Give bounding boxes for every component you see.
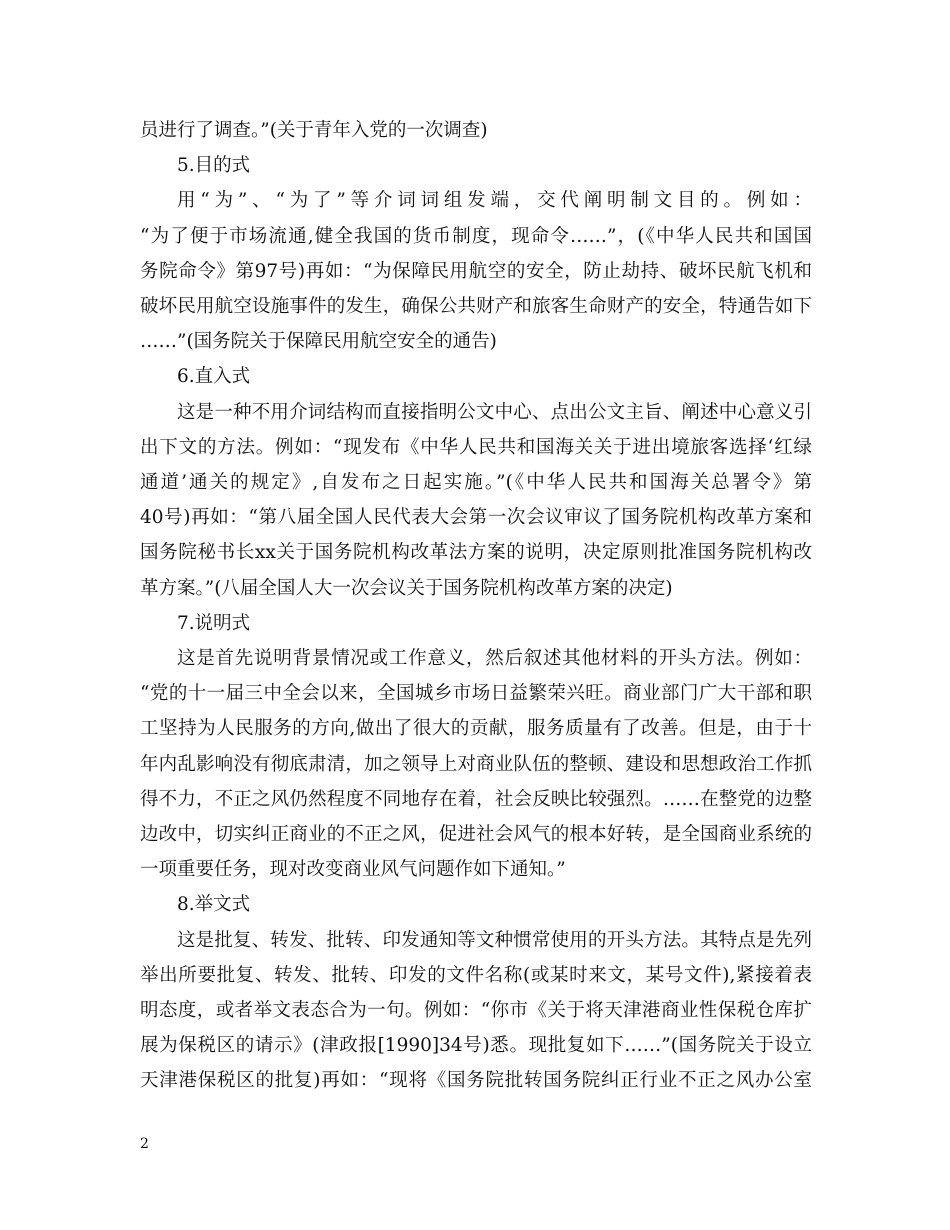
text-line: 天津港保税区的批复)再如：“现将《国务院批转国务院纠正行业不正之风办公室 (140, 1070, 812, 1092)
text-line: 边改中，切实纠正商业的不正之风，促进社会风气的根本好转，是全国商业系统的 (140, 824, 812, 846)
text-line: 员进行了调查。”(关于青年入党的一次调查) (140, 120, 488, 141)
text-line: 举出所要批复、转发、批转、印发的文件名称(或某时来文，某号文件),紧接着表 (140, 964, 812, 986)
text-line: 用“为”、“为了”等介词词组发端，交代阐明制文目的。例如： (177, 190, 812, 212)
section-heading: 6.直入式 (177, 366, 251, 388)
text-line: 出下文的方法。例如：“现发布《中华人民共和国海关关于进出境旅客选择‘红绿 (140, 436, 812, 458)
section-heading: 8.举文式 (177, 894, 251, 916)
text-line: 年内乱影响没有彻底肃清，加之领导上对商业队伍的整顿、建设和思想政治工作抓 (140, 753, 812, 775)
text-line: 这是一种不用介词结构而直接指明公文中心、点出公文主旨、阐述中心意义引 (177, 401, 812, 423)
page-number: 2 (140, 1136, 149, 1152)
text-line: 明态度，或者举文表态合为一句。例如：“你市《关于将天津港商业性保税仓库扩 (140, 1000, 812, 1022)
section-heading: 7.说明式 (177, 612, 251, 634)
text-line: 一项重要任务，现对改变商业风气问题作如下通知。” (140, 859, 566, 881)
text-line: 这是批复、转发、批转、印发通知等文种惯常使用的开头方法。其特点是先列 (177, 929, 812, 951)
section-heading: 5.目的式 (177, 155, 251, 177)
text-line: 得不力，不正之风仍然程度不同地存在着，社会反映比较强烈。……在整党的边整 (140, 788, 812, 810)
text-line: 这是首先说明背景情况或工作意义，然后叙述其他材料的开头方法。例如： (177, 648, 812, 670)
text-line: 工坚持为人民服务的方向,做出了很大的贡献，服务质量有了改善。但是，由于十 (140, 718, 812, 740)
text-line: 国务院秘书长xx关于国务院机构改革法方案的说明，决定原则批准国务院机构改 (140, 542, 812, 564)
body-text (140, 113, 812, 1099)
text-line: 展为保税区的请示》(津政报[1990]34号)悉。现批复如下……”(国务院关于设立 (140, 1035, 812, 1057)
text-line: 40号)再如：“第八届全国人民代表大会第一次会议审议了国务院机构改革方案和 (140, 507, 812, 529)
text-line: 务院命令》第97号)再如：“为保障民用航空的安全，防止劫持、破坏民航飞机和 (140, 260, 812, 282)
text-line: 破坏民用航空设施事件的发生，确保公共财产和旅客生命财产的安全，特通告如下 (140, 296, 812, 318)
text-line: 革方案。”(八届全国人大一次会议关于国务院机构改革方案的决定) (140, 577, 673, 599)
text-line: “为了便于市场流通,健全我国的货币制度，现命令……”，(《中华人民共和国国 (140, 225, 812, 247)
text-line: ……”(国务院关于保障民用航空安全的通告) (140, 331, 497, 353)
text-line: “党的十一届三中全会以来，全国城乡市场日益繁荣兴旺。商业部门广大干部和职 (140, 683, 812, 705)
text-line: 通道’通关的规定》,自发布之日起实施。”(《中华人民共和国海关总署令》第 (140, 472, 812, 494)
